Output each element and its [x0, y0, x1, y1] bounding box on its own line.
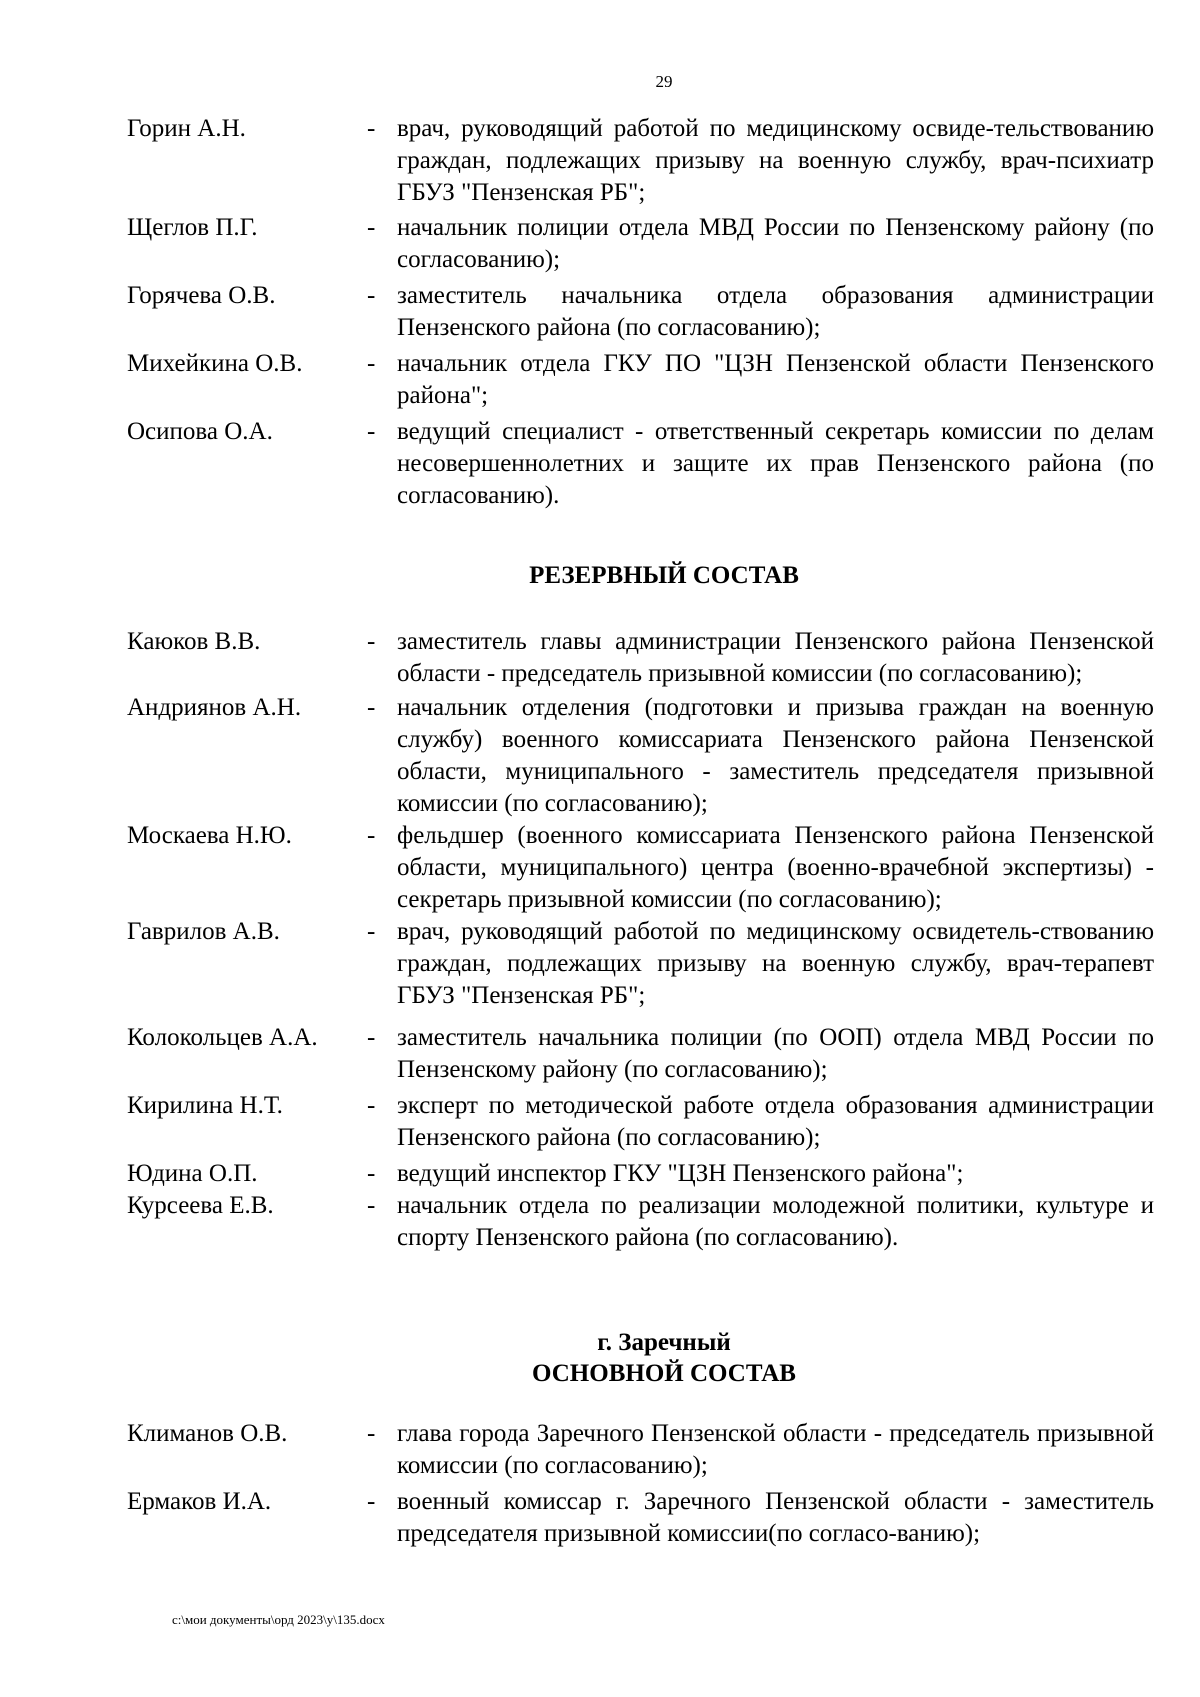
- member-role: врач, руководящий работой по медицинскому освиде-тельствованию граждан, подлежащих призыву на военную службу, врач-психиатр ГБУЗ "Пензенская РБ";: [397, 115, 1154, 206]
- member-name: Юдина О.П.: [127, 1160, 258, 1187]
- member-role: ведущий специалист - ответственный секретарь комиссии по делам несовершеннолетних и защите их прав Пензенского района (по согласованию).: [397, 418, 1154, 509]
- member-name: Щеглов П.Г.: [127, 214, 258, 241]
- separator-dash: -: [367, 115, 376, 142]
- member-role: фельдшер (военного комиссариата Пензенского района Пензенской области, муниципального) центра (военно-врачебной экспертизы) - секретарь призывной комиссии (по согласованию);: [397, 822, 1154, 913]
- reserve-heading: РЕЗЕРВНЫЙ СОСТАВ: [529, 562, 799, 589]
- separator-dash: -: [367, 1092, 376, 1119]
- member-role: ведущий инспектор ГКУ "ЦЗН Пензенского района";: [397, 1160, 964, 1187]
- main-member-list: [127, 1418, 1154, 1550]
- separator-dash: -: [367, 1024, 376, 1051]
- member-name: Кирилина Н.Т.: [127, 1092, 283, 1119]
- member-role: начальник отдела по реализации молодежной политики, культуре и спорту Пензенского района (по согласованию).: [397, 1192, 1154, 1251]
- list-item: [127, 1418, 1154, 1482]
- member-name: Михейкина О.В.: [127, 350, 303, 377]
- member-name: Гаврилов А.В.: [127, 918, 280, 945]
- separator-dash: -: [367, 418, 376, 445]
- reserve-member-list: [127, 626, 1154, 1254]
- member-role: начальник отдела ГКУ ПО "ЦЗН Пензенской области Пензенского района";: [397, 350, 1154, 409]
- member-name: Каюков В.В.: [127, 628, 261, 655]
- list-item: [127, 626, 1154, 690]
- separator-dash: -: [367, 282, 376, 309]
- member-name: Ермаков И.А.: [127, 1488, 272, 1515]
- member-name: Курсеева Е.В.: [127, 1192, 274, 1219]
- separator-dash: -: [367, 628, 376, 655]
- list-item: [127, 212, 1154, 276]
- member-name: Горин А.Н.: [127, 115, 246, 142]
- separator-dash: -: [367, 1420, 376, 1447]
- list-item: [127, 1486, 1154, 1550]
- member-role: заместитель начальника отдела образования администрации Пензенского района (по согласованию);: [397, 282, 1154, 341]
- separator-dash: -: [367, 918, 376, 945]
- member-role: начальник отделения (подготовки и призыва граждан на военную службу) военного комиссариата Пензенского района Пензенской области, муниципального - заместитель председателя призывной комиссии (по согласованию);: [397, 694, 1154, 817]
- list-item: [127, 416, 1154, 512]
- member-role: военный комиссар г. Заречного Пензенской области - заместитель председателя призывной комиссии(по согласо-ванию);: [397, 1488, 1154, 1547]
- separator-dash: -: [367, 1488, 376, 1515]
- list-item: [127, 916, 1154, 1012]
- member-name: Андриянов А.Н.: [127, 694, 302, 721]
- separator-dash: -: [367, 694, 376, 721]
- separator-dash: -: [367, 1160, 376, 1187]
- member-role: глава города Заречного Пензенской области - председатель призывной комиссии (по согласованию);: [397, 1420, 1154, 1479]
- list-item: [127, 113, 1154, 209]
- separator-dash: -: [367, 350, 376, 377]
- member-name: Колокольцев А.А.: [127, 1024, 318, 1051]
- member-name: Осипова О.А.: [127, 418, 273, 445]
- list-item: [127, 1190, 1154, 1254]
- separator-dash: -: [367, 1192, 376, 1219]
- member-name: Москаева Н.Ю.: [127, 822, 292, 849]
- list-item: [127, 1090, 1154, 1154]
- page-number: 29: [655, 72, 673, 91]
- member-name: Климанов О.В.: [127, 1420, 288, 1447]
- list-item: [127, 1158, 1154, 1190]
- list-item: [127, 280, 1154, 344]
- member-name: Горячева О.В.: [127, 282, 276, 309]
- list-item: [127, 1022, 1154, 1086]
- separator-dash: -: [367, 822, 376, 849]
- main-heading: ОСНОВНОЙ СОСТАВ: [532, 1360, 796, 1387]
- separator-dash: -: [367, 214, 376, 241]
- list-item: [127, 692, 1154, 820]
- member-role: врач, руководящий работой по медицинскому освидетель-ствованию граждан, подлежащих призыву на военную службу, врач-терапевт ГБУЗ "Пензенская РБ";: [397, 918, 1154, 1009]
- document-file-path: c:\мои документы\орд 2023\у\135.docx: [172, 1612, 385, 1627]
- member-role: заместитель главы администрации Пензенского района Пензенской области - председатель призывной комиссии (по согласованию);: [397, 628, 1154, 687]
- member-role: начальник полиции отдела МВД России по Пензенскому району (по согласованию);: [397, 214, 1154, 273]
- list-item: [127, 820, 1154, 916]
- top-member-list: [127, 113, 1154, 512]
- city-heading: г. Заречный: [597, 1329, 731, 1356]
- member-role: заместитель начальника полиции (по ООП) отдела МВД России по Пензенскому району (по согласованию);: [397, 1024, 1154, 1083]
- list-item: [127, 348, 1154, 412]
- member-role: эксперт по методической работе отдела образования администрации Пензенского района (по согласованию);: [397, 1092, 1154, 1151]
